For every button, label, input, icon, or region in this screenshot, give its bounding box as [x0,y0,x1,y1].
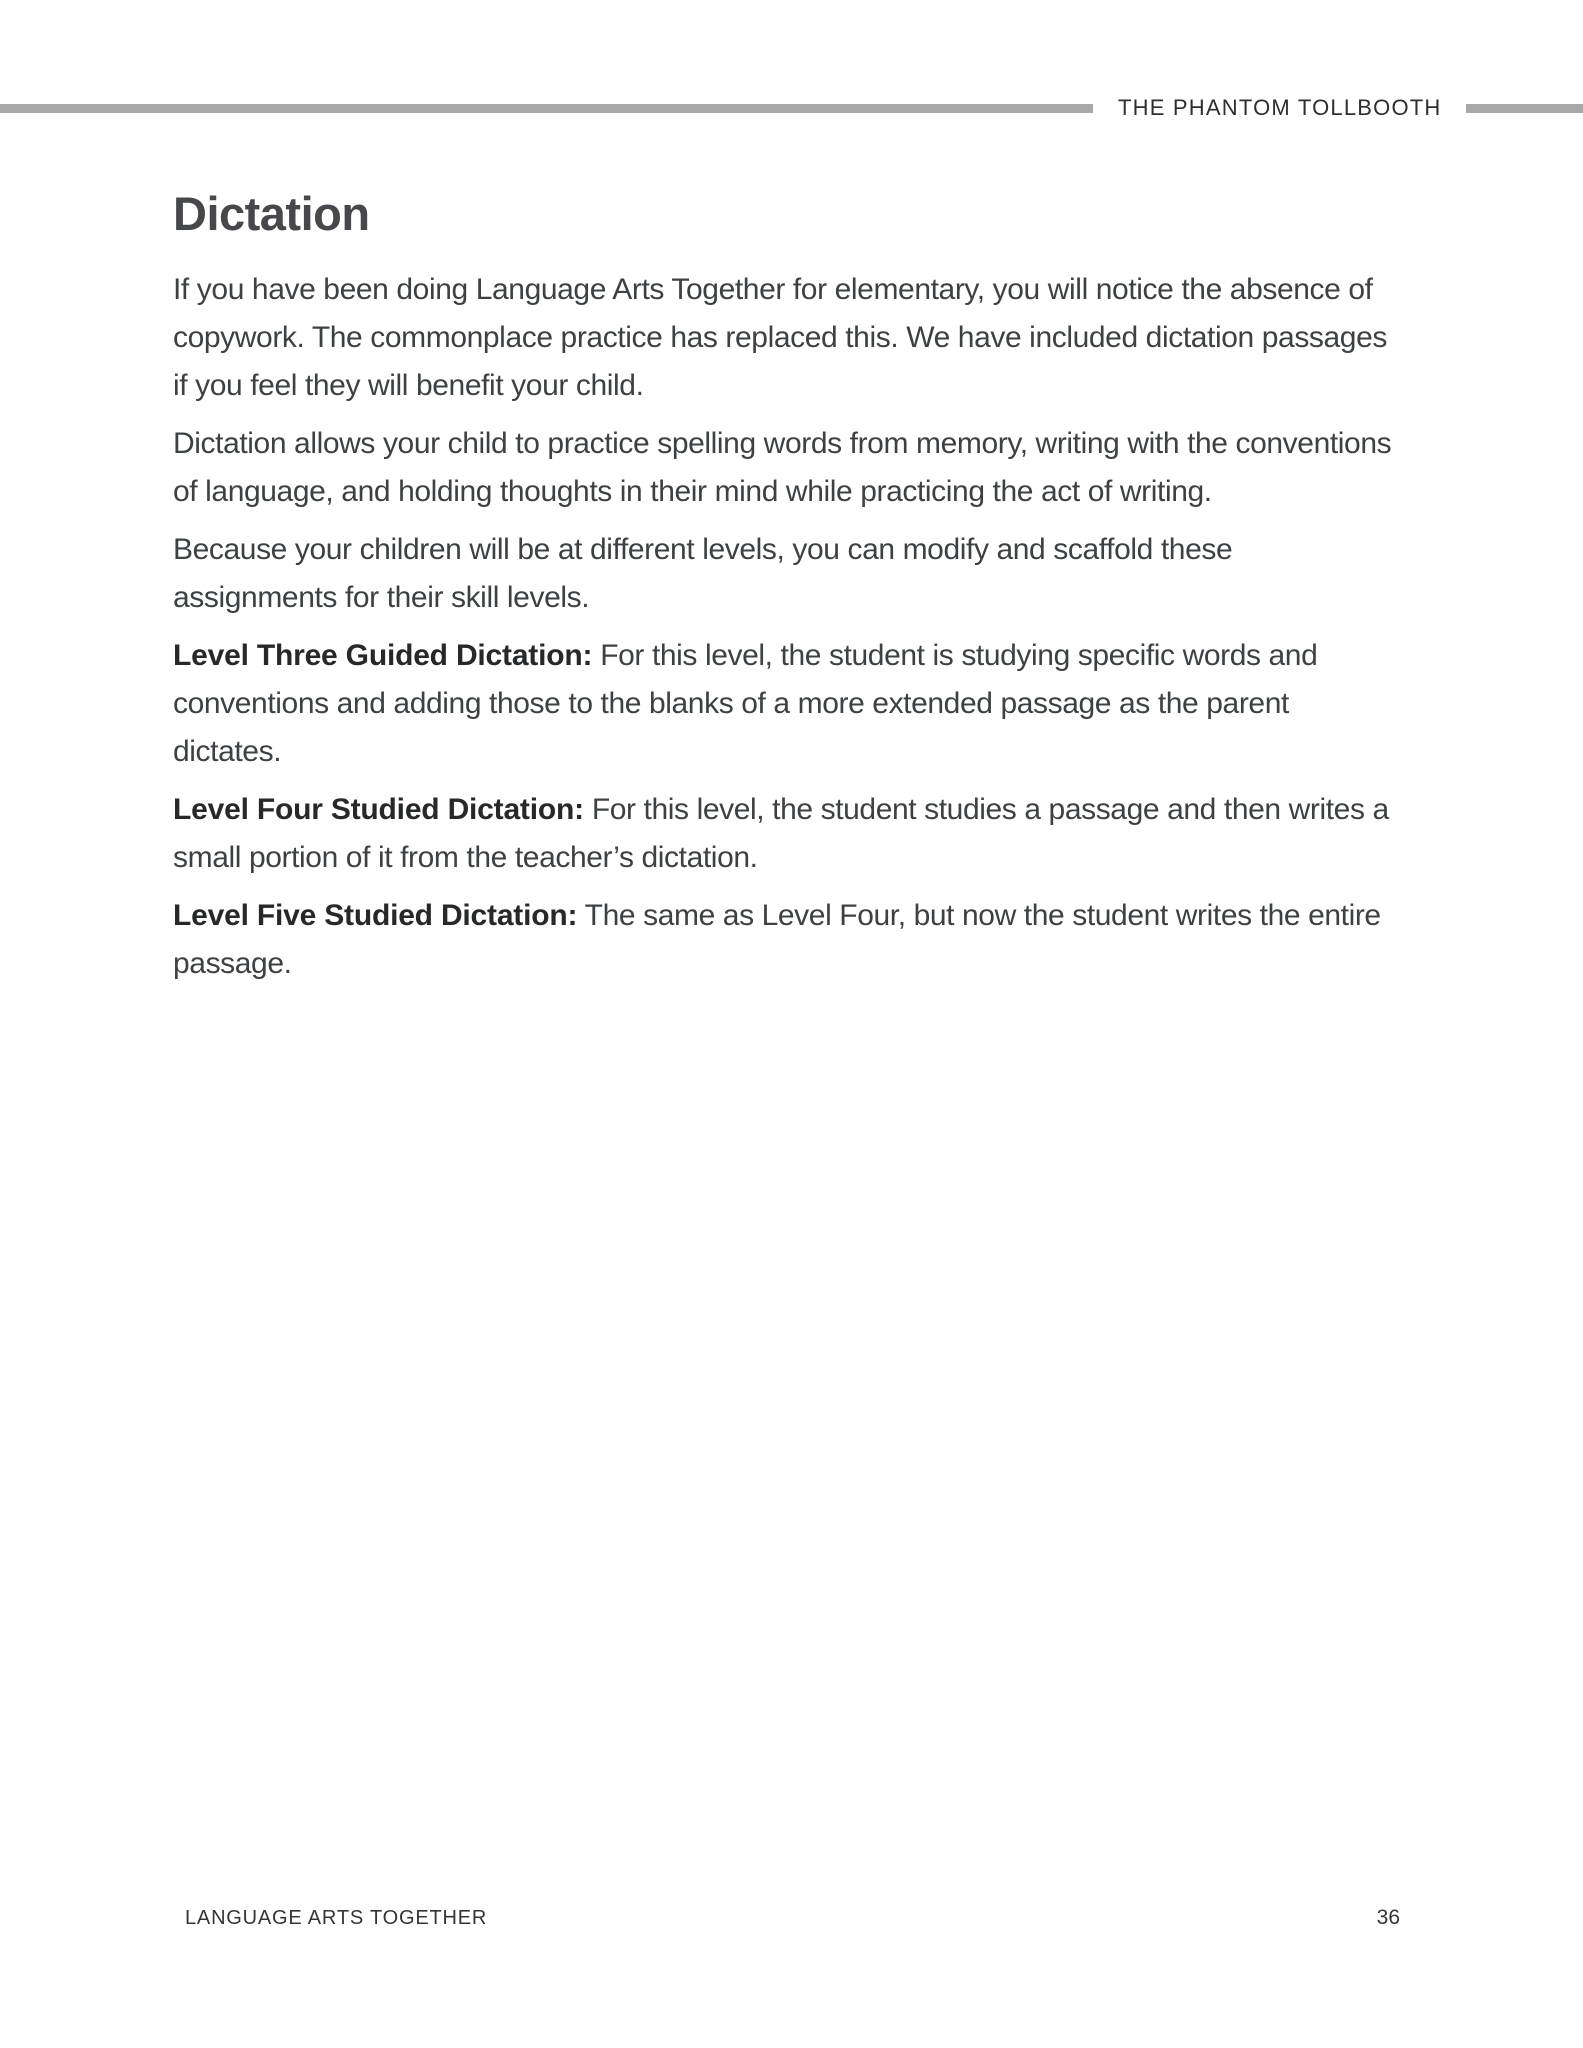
paragraph-lead: Level Three Guided Dictation: [173,639,593,672]
paragraph: Level Four Studied Dictation: For this level, the student studies a passage and then writes a small portion of it from the teacher’s dictation. [173,793,1389,874]
page-footer [185,1906,1400,1930]
header-book-title: THE PHANTOM TOLLBOOTH [1118,95,1442,120]
paragraph: Level Five Studied Dictation: The same as Level Four, but now the student writes the entire passage. [173,899,1381,980]
running-header [0,95,1583,121]
paragraph: If you have been doing Language Arts Together for elementary, you will notice the absence of copywork. The commonplace practice has replaced this. We have included dictation passages if you feel they will benefit your child. [173,273,1387,402]
header-rule-left [0,104,1093,113]
paragraph-lead: Level Five Studied Dictation: [173,899,578,932]
footer-series-title: LANGUAGE ARTS TOGETHER [185,1907,488,1929]
paragraph: Because your children will be at different levels, you can modify and scaffold these assignments for their skill levels. [173,533,1233,614]
paragraph: Dictation allows your child to practice spelling words from memory, writing with the conventions of language, and holding thoughts in their mind while practicing the act of writing. [173,427,1392,508]
paragraph-lead: Level Four Studied Dictation: [173,793,584,826]
header-rule-right [1466,104,1583,113]
paragraph: Level Three Guided Dictation: For this level, the student is studying specific words and conventions and adding those to the blanks of a more extended passage as the parent dictates. [173,639,1318,768]
main-content [173,187,1403,998]
paragraph-list [173,266,1403,988]
page-title: Dictation [173,187,370,240]
page-number: 36 [1376,1906,1400,1929]
